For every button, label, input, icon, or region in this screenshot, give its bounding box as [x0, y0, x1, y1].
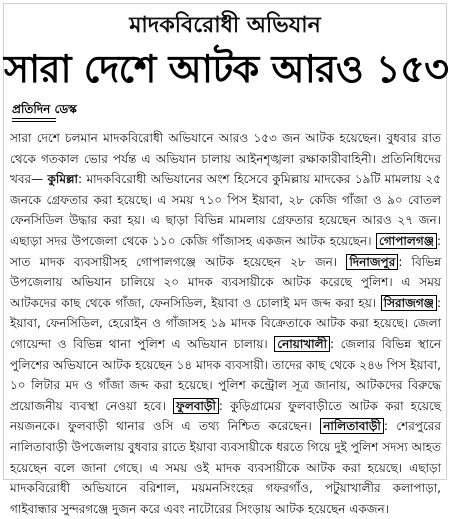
article-body — [10, 128, 441, 519]
section-text-gopalganj: : সাত মাদক ব্যবসায়ীসহ গোপালগঞ্জে আটক হয়েছেন ২৮ জন। — [10, 233, 441, 269]
section-place-noakhali: নোয়াখালী — [274, 336, 330, 352]
section-text-nalitabari: : শেরপুরের নালিতাবাড়ী উপজেলায় বুধবার রাতে ইয়াবা ব্যবসায়ীকে ধরতে গিয়ে দুই পুলিশ সদস্য আহত হয়েছেন বলে জানা গেছে। এ সময় ওই মাদক ব্যবসায়ীকে আটক করা হয়েছে। — [10, 419, 441, 475]
article-closing: এছাড়া মাদকবিরোধী অভিযানে বরিশাল, ময়মনসিংহের গফরগাঁও, পটুয়াখালীর কলাপাড়া, গাইবান্ধার সুন্দরগঞ্জে দুজন করে এবং নাটোরের সিংড়ায় আটক হয়েছেন একজন। — [10, 460, 441, 516]
section-place-dinajpur: দিনাজপুর — [346, 254, 398, 270]
byline-rule — [12, 118, 56, 119]
section-text-phulbari: : কুড়িগ্রামের ফুলবাড়ীতে আটক করা হয়েছে নয়জনকে। ফুলবাড়ী থানার ওসি এ তথ্য নিশ্চিত করেছেন। — [10, 398, 441, 434]
byline-rule — [12, 121, 56, 122]
section-text-sirajganj: : ইয়াবা, ফেনসিডিল, হেরোইন ও গাঁজাসহ ১৯ মাদক বিক্রেতাকে আটক করা হয়েছে। জেলা গোয়েন্দা ও বিভিন্ন থানা পুলিশ এ অভিযান চালায়। — [10, 295, 441, 351]
section-place-nalitabari: নালিতাবাড়ী — [320, 418, 384, 434]
article-kicker: মাদকবিরোধী অভিযান — [129, 13, 321, 38]
section-text-comilla: : মাদকবিরোধী অভিযানের অংশ হিসেবে কুমিল্লায় মাদকের ১৯টি মামলায় ২৫ জনকে গ্রেফতার করা হয়েছে। এ সময় ৭১০ পিস ইয়াবা, ২৮ কেজি গাঁজা ও ৯০ বোতল ফেনসিডিল উদ্ধার করা হয়। এ ছাড়া বিভিন্ন মামলায় গ্রেফতার হয়েছেন আরও ২৭ জন। এছাড়া সদর উপজেলা থেকে ১১০ কেজি গাঁজাসহ একজন আটক হয়েছেন। — [10, 172, 441, 248]
section-place-comilla: কুমিল্লা — [47, 172, 79, 187]
section-place-gopalganj: গোপালগঞ্জ — [376, 233, 437, 249]
article-byline: প্রতিদিন ডেস্ক — [12, 102, 77, 116]
article-headline: সারা দেশে আটক আরও ১৫৩ — [4, 47, 449, 91]
news-clipping — [3, 3, 449, 516]
article-intro: সারা দেশে চলমান মাদকবিরোধী অভিযানে আরও ১৫৩ জন আটক হয়েছেন। বুধবার রাত থেকে গতকাল ভোর পর্যন্ত এ অভিযান চালায় আইনশৃঙ্খলা রক্ষাকারীবাহিনী। প্রতিনিধিদের খবর— — [10, 131, 441, 187]
section-place-sirajganj: সিরাজগঞ্জ — [381, 295, 437, 311]
section-text-dinajpur: : বিভিন্ন উপজেলায় অভিযান চালিয়ে ২০ মাদক ব্যবসায়ীকে আটক করেছে পুলিশ। এ সময় আটকদের কাছ থেকে গাঁজা, ফেনসিডিল, ইয়াবা ও চোলাই মদ জব্দ করা হয়। — [10, 254, 441, 310]
section-place-phulbari: ফুলবাড়ী — [173, 398, 219, 414]
section-text-noakhali: : জেলার বিভিন্ন স্থানে পুলিশের অভিযানে আটক হয়েছেন ১৪ মাদক ব্যবসায়ী। তাদের কাছ থেকে ২৪৬ পিস ইয়াবা, ১০ লিটার মদ ও গাঁজা জব্দ করা হয়েছে। পুলিশ কন্ট্রোল সূত্র জানায়, আটকদের বিরুদ্ধে প্রয়োজনীয় ব্যবস্থা নেওয়া হবে। — [10, 336, 441, 413]
